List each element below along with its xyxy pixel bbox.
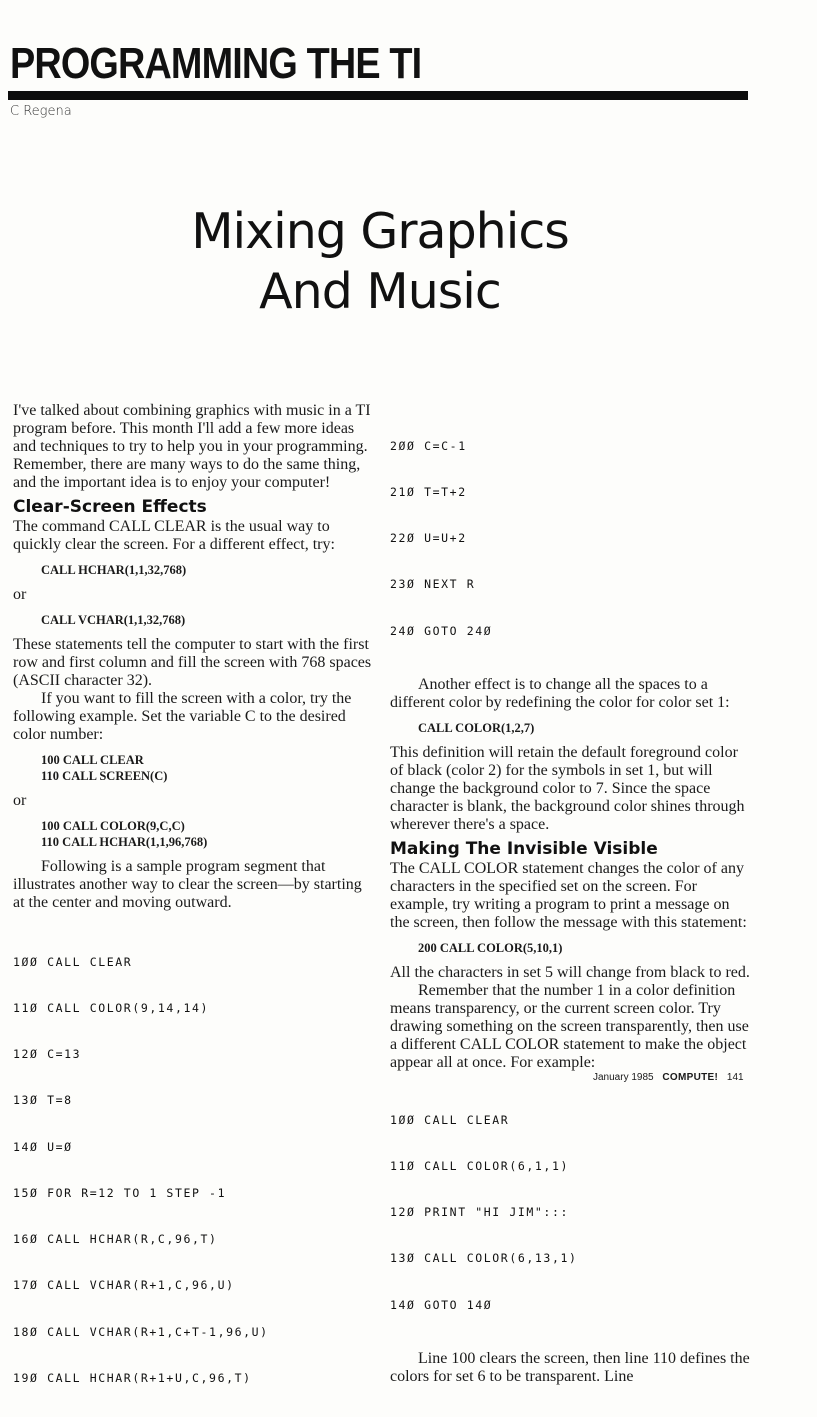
listing-line: 17Ø CALL VCHAR(R+1,C,96,U): [13, 1278, 235, 1293]
listing-line: 11Ø CALL COLOR(6,1,1): [390, 1158, 569, 1173]
code-statement: [41, 818, 373, 850]
listing-line: 13Ø T=8: [13, 1093, 73, 1108]
issue-date: January 1985: [593, 1072, 654, 1083]
author-byline: C Regena: [10, 104, 72, 119]
program-listing: [13, 924, 373, 1417]
listing-line: 19Ø CALL HCHAR(R+1+U,C,96,T): [13, 1370, 252, 1385]
listing-line: 1ØØ CALL CLEAR: [13, 954, 133, 969]
listing-line: 12Ø C=13: [13, 1047, 82, 1062]
intro-paragraph: I've talked about combining graphics with music in a TI program before. This month I'll add a few more ideas and techniques to try to help you in your programming. Remember, there are many ways to do the same thing, and the important idea is to enjoy your computer!: [13, 402, 371, 491]
code-line: 110 CALL SCREEN(C): [41, 769, 168, 783]
header-rule: [8, 91, 748, 100]
paragraph: All the characters in set 5 will change from black to red.: [390, 963, 750, 981]
listing-line: 15Ø FOR R=12 TO 1 STEP -1: [13, 1185, 227, 1200]
listing-line: 14Ø GOTO 14Ø: [390, 1297, 493, 1312]
listing-line: 18Ø CALL VCHAR(R+1,C+T-1,96,U): [13, 1324, 269, 1339]
listing-line: 13Ø CALL COLOR(6,13,1): [390, 1251, 578, 1266]
program-listing: [390, 408, 752, 670]
magazine-name: COMPUTE!: [662, 1072, 719, 1083]
paragraph: These statements tell the computer to start with the first row and first column and fill the screen with 768 spaces (ASCII character 32).: [13, 636, 372, 689]
section-heading-invisible-visible: Making The Invisible Visible: [390, 838, 658, 859]
or-text: or: [13, 792, 27, 809]
code-line: 200 CALL COLOR(5,10,1): [418, 940, 563, 955]
listing-line: 2ØØ C=C-1: [390, 438, 467, 453]
listing-line: 1ØØ CALL CLEAR: [390, 1112, 510, 1127]
paragraph: Another effect is to change all the spaces to a different color by redefining the color for color set 1:: [390, 675, 730, 711]
listing-line: 23Ø NEXT R: [390, 577, 476, 592]
article-title-line-1: Mixing Graphics: [191, 203, 569, 260]
listing-line: 22Ø U=U+2: [390, 531, 467, 546]
listing-line: 21Ø T=T+2: [390, 485, 467, 500]
or-text: or: [13, 586, 27, 603]
paragraph: The CALL COLOR statement changes the color of any characters in the specified set on the screen. For example, try writing a program to print a message on the screen, then follow the message with this statement:: [390, 859, 747, 931]
listing-line: 24Ø GOTO 24Ø: [390, 623, 493, 638]
section-heading-clear-screen: Clear-Screen Effects: [13, 497, 207, 517]
listing-line: 12Ø PRINT "HI JIM":::: [390, 1205, 569, 1220]
listing-line: 11Ø CALL COLOR(9,14,14): [13, 1001, 210, 1016]
listing-line: 14Ø U=Ø: [13, 1139, 73, 1154]
listing-line: 16Ø CALL HCHAR(R,C,96,T): [13, 1232, 218, 1247]
code-line: CALL VCHAR(1,1,32,768): [41, 613, 186, 627]
paragraph: This definition will retain the default foreground color of black (color 2) for the symbols in set 1, but will change the background color to 7. Since the space character is blank, the background color shines through wherever there's a space.: [390, 743, 745, 833]
article-title: [0, 202, 760, 322]
program-listing: [390, 1082, 752, 1344]
paragraph: Following is a sample program segment that illustrates another way to clear the screen—by starting at the center and moving outward.: [13, 858, 362, 911]
code-statement: [41, 752, 373, 784]
page-number: 141: [726, 1072, 744, 1083]
paragraph: Remember that the number 1 in a color definition means transparency, or the current screen color. Try drawing something on the screen transparently, then use a different CALL COLOR statement to make the object appear all at once. For example:: [390, 981, 749, 1071]
column-title: PROGRAMMING THE TI: [10, 39, 422, 88]
code-statement: [418, 720, 752, 736]
code-line: 100 CALL COLOR(9,C,C): [41, 819, 185, 833]
right-column: [390, 408, 752, 1386]
code-statement: [418, 940, 752, 956]
code-line: 110 CALL HCHAR(1,1,96,768): [41, 835, 208, 849]
code-line: 100 CALL CLEAR: [41, 753, 144, 767]
paragraph: If you want to fill the screen with a color, try the following example. Set the variable C to the desired color number:: [13, 690, 352, 743]
page-footer: [593, 1072, 744, 1083]
code-line: CALL COLOR(1,2,7): [418, 720, 535, 735]
code-statement: [41, 612, 373, 628]
paragraph: Line 100 clears the screen, then line 110 defines the colors for set 6 to be transparent. Line: [390, 1349, 750, 1385]
article-title-line-2: And Music: [259, 263, 501, 320]
paragraph: The command CALL CLEAR is the usual way to quickly clear the screen. For a different effect, try:: [13, 518, 335, 553]
code-statement: [41, 562, 373, 578]
left-column: [13, 402, 373, 1417]
code-line: CALL HCHAR(1,1,32,768): [41, 563, 187, 577]
